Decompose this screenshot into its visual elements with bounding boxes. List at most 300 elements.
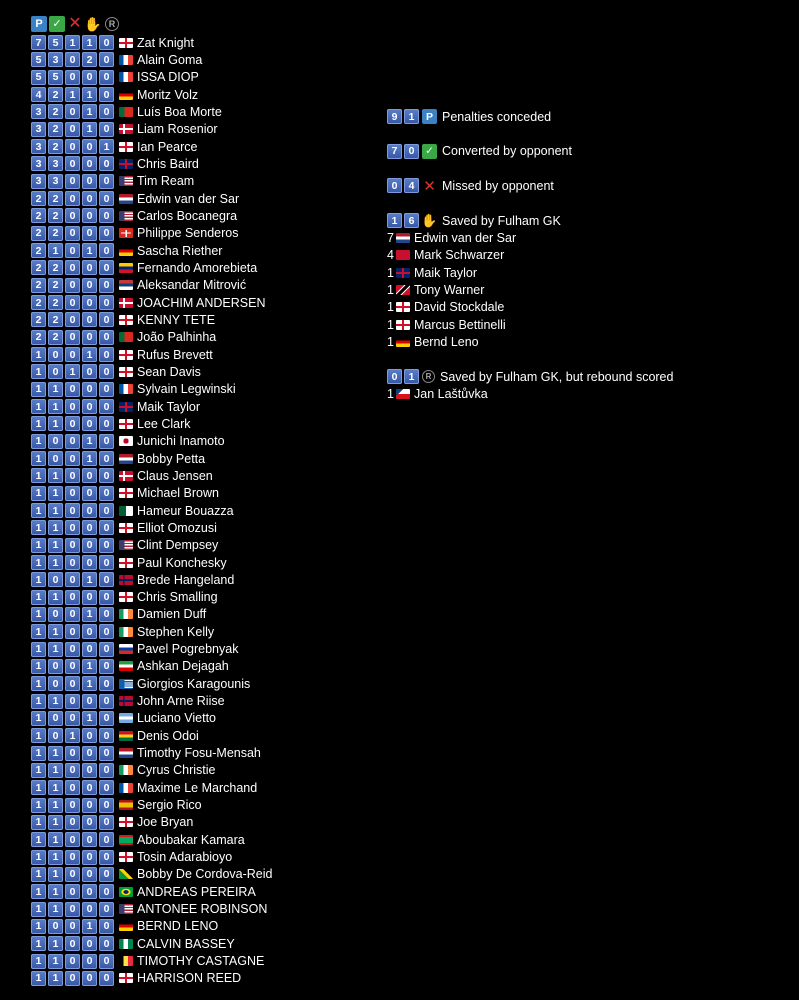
player-row [31, 658, 273, 675]
stat-cell: 2 [48, 330, 63, 345]
norway-flag-icon [119, 575, 133, 585]
stat-cell: 1 [82, 434, 97, 449]
stat-cell: 2 [48, 260, 63, 275]
stat-cell: 0 [48, 659, 63, 674]
stat-cell: 0 [82, 954, 97, 969]
stat-cell: 0 [82, 468, 97, 483]
stat-cell: 0 [65, 746, 80, 761]
england-flag-icon [119, 38, 133, 48]
stat-cell: 0 [65, 590, 80, 605]
keeper-count: 4 [387, 248, 394, 263]
player-name: Alain Goma [137, 52, 203, 67]
stat-cell: 1 [31, 399, 46, 414]
player-row [31, 381, 273, 398]
stat-cell: 0 [99, 728, 114, 743]
stat-cell: 0 [99, 555, 114, 570]
stat-cell: 2 [48, 139, 63, 154]
player-row [31, 138, 273, 155]
stat-cell: 2 [48, 226, 63, 241]
player-row [31, 710, 273, 727]
stat-cell: 2 [48, 104, 63, 119]
player-row [31, 554, 273, 571]
stat-cell: 0 [65, 763, 80, 778]
stat-cell: 0 [99, 52, 114, 67]
player-name: Brede Hangeland [137, 572, 235, 587]
player-name: Bobby Petta [137, 451, 206, 466]
player-row [31, 900, 273, 917]
stat-cell: 0 [82, 174, 97, 189]
stat-cell: 0 [65, 156, 80, 171]
stat-cell: 0 [82, 642, 97, 657]
stat-cell: 1 [31, 503, 46, 518]
player-row [31, 277, 273, 294]
stat-cell: 1 [31, 902, 46, 917]
stat-cell: 0 [48, 676, 63, 691]
stat-cell: 2 [48, 208, 63, 223]
stat-cell: 1 [31, 624, 46, 639]
nigeria-flag-icon [119, 939, 133, 949]
stat-cell: 0 [99, 590, 114, 605]
saved-keeper-list [387, 229, 673, 350]
player-name: Elliot Omozusi [137, 520, 217, 535]
stat-cell: 0 [82, 191, 97, 206]
player-row [31, 294, 273, 311]
player-name: Tim Ream [137, 174, 195, 189]
stat-cell: 0 [99, 35, 114, 50]
stat-cell: 0 [82, 867, 97, 882]
stat-cell: 1 [82, 35, 97, 50]
player-row [31, 242, 273, 259]
stat-cell: 0 [82, 226, 97, 241]
player-row [31, 918, 273, 935]
stat-cell: 0 [65, 278, 80, 293]
stat-cell: 0 [99, 208, 114, 223]
stat-cell: 0 [48, 451, 63, 466]
stat-cell: 0 [65, 122, 80, 137]
player-name: Zat Knight [137, 35, 194, 50]
stat-cell: 0 [65, 642, 80, 657]
stat-cell: 2 [31, 260, 46, 275]
player-name: João Palhinha [137, 330, 217, 345]
stat-cell: 2 [31, 208, 46, 223]
player-name: Luciano Vietto [137, 711, 216, 726]
stat-cell: 0 [99, 468, 114, 483]
stat-cell: 1 [48, 642, 63, 657]
keeper-row [387, 299, 673, 316]
stat-cell: 1 [31, 711, 46, 726]
stat-cell: 0 [65, 538, 80, 553]
algeria-flag-icon [119, 506, 133, 516]
uk-flag-icon [119, 159, 133, 169]
digit: 0 [387, 178, 402, 193]
digit: 7 [387, 144, 402, 159]
player-row [31, 311, 273, 328]
stat-cell: 1 [31, 451, 46, 466]
stat-cell: 0 [82, 156, 97, 171]
summary-label: Saved by Fulham GK [442, 213, 561, 228]
player-name: Bobby De Cordova-Reid [137, 867, 273, 882]
keeper-name: Jan Laštůvka [414, 386, 488, 401]
keeper-name: Marcus Bettinelli [414, 317, 506, 332]
stat-cell: 1 [31, 659, 46, 674]
stat-cell: 0 [65, 919, 80, 934]
player-row [31, 329, 273, 346]
stat-cell: 1 [65, 35, 80, 50]
player-row [31, 363, 273, 380]
player-name: Fernando Amorebieta [137, 260, 258, 275]
stat-cell: 0 [99, 884, 114, 899]
stat-cell: 0 [82, 364, 97, 379]
player-row [31, 952, 273, 969]
stat-cell: 5 [48, 70, 63, 85]
stat-cell: 2 [31, 191, 46, 206]
england-flag-icon [119, 350, 133, 360]
stat-cell: 1 [31, 520, 46, 535]
player-row [31, 796, 273, 813]
stat-cell: 0 [82, 278, 97, 293]
player-name: HARRISON REED [137, 971, 242, 986]
stat-cell: 1 [31, 815, 46, 830]
stat-cell: 1 [31, 486, 46, 501]
player-row [31, 259, 273, 276]
stat-cell: 0 [82, 798, 97, 813]
keeper-row [387, 229, 673, 246]
stat-cell: 0 [82, 538, 97, 553]
argentina-flag-icon [119, 713, 133, 723]
summary-label: Converted by opponent [442, 144, 572, 159]
england-flag-icon [119, 973, 133, 983]
stat-cell: 0 [48, 572, 63, 587]
stat-cell: 1 [31, 850, 46, 865]
stat-cell: 0 [65, 555, 80, 570]
stat-cell: 1 [82, 572, 97, 587]
stat-cell: 0 [99, 711, 114, 726]
player-name: Cyrus Christie [137, 763, 216, 778]
stat-cell: 0 [65, 694, 80, 709]
stat-cell: 0 [99, 174, 114, 189]
player-row [31, 225, 273, 242]
stat-cell: 0 [82, 330, 97, 345]
england-flag-icon [119, 558, 133, 568]
stat-cell: 0 [48, 607, 63, 622]
stat-cell: 0 [65, 954, 80, 969]
stat-cell: 0 [99, 694, 114, 709]
ireland-flag-icon [119, 609, 133, 619]
stat-cell: 1 [48, 798, 63, 813]
player-name: Carlos Bocanegra [137, 208, 238, 223]
stat-cell: 0 [99, 815, 114, 830]
keeper-count: 1 [387, 317, 394, 332]
stat-cell: 7 [31, 35, 46, 50]
saved-icon: ✋ [421, 212, 438, 228]
stat-cell: 0 [65, 486, 80, 501]
player-row [31, 831, 273, 848]
stat-cell: 0 [99, 832, 114, 847]
stat-cell: 1 [31, 364, 46, 379]
stat-cell: 1 [99, 139, 114, 154]
stat-cell: 1 [31, 728, 46, 743]
stat-cell: 1 [31, 919, 46, 934]
ireland-flag-icon [119, 627, 133, 637]
stat-cell: 0 [65, 52, 80, 67]
stat-cell: 0 [65, 520, 80, 535]
player-row [31, 762, 273, 779]
player-row [31, 883, 273, 900]
stat-cell: 0 [65, 174, 80, 189]
stat-cell: 0 [99, 607, 114, 622]
stat-cell: 0 [82, 208, 97, 223]
player-name: Maxime Le Marchand [137, 780, 258, 795]
stat-cell: 0 [99, 330, 114, 345]
stat-cell: 0 [82, 832, 97, 847]
digit: 4 [404, 178, 419, 193]
stat-cell: 0 [99, 122, 114, 137]
france-flag-icon [119, 384, 133, 394]
stat-cell: 5 [48, 35, 63, 50]
keeper-count: 1 [387, 386, 394, 401]
player-name: Maik Taylor [137, 399, 200, 414]
stat-cell: 3 [31, 174, 46, 189]
stat-cell: 2 [31, 243, 46, 258]
stat-cell: 2 [48, 295, 63, 310]
stat-cell: 1 [31, 676, 46, 691]
stat-cell: 0 [99, 503, 114, 518]
stat-cell: 0 [82, 815, 97, 830]
stat-cell: 2 [48, 312, 63, 327]
player-row [31, 173, 273, 190]
summary-converted [387, 143, 673, 160]
player-name: Damien Duff [137, 607, 207, 622]
player-name: Chris Smalling [137, 590, 218, 605]
stat-cell: 0 [99, 520, 114, 535]
player-row [31, 606, 273, 623]
player-name: Sean Davis [137, 364, 201, 379]
rebound-icon: R [105, 17, 119, 31]
stat-cell: 3 [48, 156, 63, 171]
stat-cell: 0 [65, 503, 80, 518]
stat-cell: 1 [48, 624, 63, 639]
stat-cell: 3 [48, 52, 63, 67]
stat-cell: 0 [65, 295, 80, 310]
stat-cell: 1 [31, 607, 46, 622]
stat-cell: 1 [48, 555, 63, 570]
stat-cell: 0 [99, 798, 114, 813]
england-flag-icon [119, 852, 133, 862]
stat-cell: 1 [31, 832, 46, 847]
netherlands-flag-icon [119, 454, 133, 464]
stat-cell: 0 [99, 763, 114, 778]
england-flag-icon [119, 523, 133, 533]
stat-cell: 0 [65, 330, 80, 345]
england-flag-icon [119, 592, 133, 602]
stat-cell: 1 [31, 642, 46, 657]
player-row [31, 935, 273, 952]
summary-rebound [387, 368, 673, 385]
netherlands-flag-icon [119, 748, 133, 758]
player-name: Giorgios Karagounis [137, 676, 251, 691]
stat-cell: 1 [82, 243, 97, 258]
stat-cell: 0 [65, 399, 80, 414]
stat-cell: 2 [31, 278, 46, 293]
stat-cell: 0 [65, 607, 80, 622]
player-name: Denis Odoi [137, 728, 199, 743]
france-flag-icon [119, 72, 133, 82]
stat-cell: 0 [65, 416, 80, 431]
summary-label: Saved by Fulham GK, but rebound scored [440, 369, 674, 384]
stat-cell: 5 [31, 70, 46, 85]
stat-cell: 1 [31, 382, 46, 397]
usa-flag-icon [119, 211, 133, 221]
switzerland-flag-icon [119, 228, 133, 238]
summary-panel [387, 108, 673, 403]
player-name: John Arne Riise [137, 694, 225, 709]
stat-cell: 0 [99, 434, 114, 449]
stat-cell: 1 [65, 364, 80, 379]
keeper-name: Mark Schwarzer [414, 248, 505, 263]
summary-saved [387, 212, 673, 229]
germany-flag-icon [119, 90, 133, 100]
stat-cell: 0 [99, 538, 114, 553]
player-name: BERND LENO [137, 919, 219, 934]
player-row [31, 970, 273, 987]
player-name: Ian Pearce [137, 139, 198, 154]
stat-cell: 3 [31, 156, 46, 171]
stat-cell: 0 [82, 520, 97, 535]
stat-cell: 0 [82, 590, 97, 605]
denmark-flag-icon [119, 471, 133, 481]
stat-cell: 0 [82, 780, 97, 795]
stat-cell: 0 [65, 226, 80, 241]
keeper-name: David Stockdale [414, 300, 505, 315]
stat-cell: 0 [99, 746, 114, 761]
stat-cell: 1 [48, 486, 63, 501]
stat-cell: 1 [65, 87, 80, 102]
stat-cell: 0 [82, 694, 97, 709]
player-row [31, 623, 273, 640]
player-row [31, 467, 273, 484]
stat-cell: 0 [82, 728, 97, 743]
player-row [31, 190, 273, 207]
player-row [31, 779, 273, 796]
stat-cell: 0 [65, 191, 80, 206]
stat-cell: 0 [99, 399, 114, 414]
player-row [31, 640, 273, 657]
stat-cell: 1 [48, 243, 63, 258]
stat-cell: 0 [99, 780, 114, 795]
england-flag-icon [396, 320, 410, 330]
stat-cell: 2 [31, 312, 46, 327]
stat-cell: 0 [99, 954, 114, 969]
player-row [31, 727, 273, 744]
stat-cell: 1 [48, 936, 63, 951]
stat-cell: 0 [99, 971, 114, 986]
stat-cell: 1 [48, 832, 63, 847]
digit: 0 [387, 369, 402, 384]
australia-flag-icon [396, 250, 410, 260]
stat-cell: 0 [99, 364, 114, 379]
keeper-row [387, 264, 673, 281]
stat-cell: 0 [82, 70, 97, 85]
player-row [31, 519, 273, 536]
player-name: Tosin Adarabioyo [137, 850, 233, 865]
player-name: Sylvain Legwinski [137, 382, 236, 397]
player-row [31, 537, 273, 554]
russia-flag-icon [119, 644, 133, 654]
stat-cell: 0 [82, 884, 97, 899]
stat-cell: 2 [31, 330, 46, 345]
player-name: ISSA DIOP [137, 70, 199, 85]
player-name: Ashkan Dejagah [137, 659, 229, 674]
stat-cell: 0 [65, 971, 80, 986]
jamaica-flag-icon [119, 869, 133, 879]
player-row [31, 69, 273, 86]
stat-cell: 0 [99, 156, 114, 171]
keeper-name: Tony Warner [414, 282, 485, 297]
stat-cell: 1 [31, 884, 46, 899]
stat-cell: 0 [65, 624, 80, 639]
stat-cell: 0 [65, 850, 80, 865]
stat-cell: 0 [65, 572, 80, 587]
keeper-count: 1 [387, 334, 394, 349]
player-name: TIMOTHY CASTAGNE [137, 954, 265, 969]
stat-cell: 1 [31, 763, 46, 778]
player-row [31, 103, 273, 120]
stat-cell: 1 [31, 936, 46, 951]
stat-cell: 0 [99, 104, 114, 119]
player-name: KENNY TETE [137, 312, 216, 327]
stat-cell: 3 [31, 122, 46, 137]
germany-flag-icon [396, 337, 410, 347]
stat-cell: 0 [65, 70, 80, 85]
stat-cell: 1 [82, 451, 97, 466]
saved-icon: ✋ [84, 16, 102, 32]
stat-cell: 0 [48, 711, 63, 726]
stat-cell: 0 [99, 850, 114, 865]
denmark-flag-icon [119, 124, 133, 134]
france-flag-icon [119, 783, 133, 793]
stat-cell: 1 [48, 902, 63, 917]
stat-cell: 3 [48, 174, 63, 189]
stat-cell: 0 [99, 572, 114, 587]
keeper-row [387, 247, 673, 264]
stat-cell: 0 [65, 139, 80, 154]
keeper-count: 1 [387, 300, 394, 315]
stat-cell: 1 [48, 520, 63, 535]
stat-cell: 2 [31, 226, 46, 241]
stat-cell: 1 [82, 711, 97, 726]
uk-flag-icon [119, 402, 133, 412]
stat-cell: 0 [99, 676, 114, 691]
england-flag-icon [119, 142, 133, 152]
keeper-count: 7 [387, 230, 394, 245]
stat-cell: 1 [31, 416, 46, 431]
stat-cell: 2 [48, 87, 63, 102]
stat-cell: 0 [82, 850, 97, 865]
stat-cell: 1 [48, 382, 63, 397]
denmark-flag-icon [119, 298, 133, 308]
converted-icon: ✓ [49, 16, 65, 32]
player-row [31, 848, 273, 865]
stat-cell: 0 [65, 243, 80, 258]
stat-cell: 1 [48, 850, 63, 865]
stat-cell: 0 [65, 434, 80, 449]
keeper-count: 1 [387, 265, 394, 280]
player-name: Stephen Kelly [137, 624, 215, 639]
player-name: CALVIN BASSEY [137, 936, 235, 951]
summary-penalties [387, 108, 673, 125]
stat-cell: 1 [82, 676, 97, 691]
player-name: Pavel Pogrebnyak [137, 642, 239, 657]
